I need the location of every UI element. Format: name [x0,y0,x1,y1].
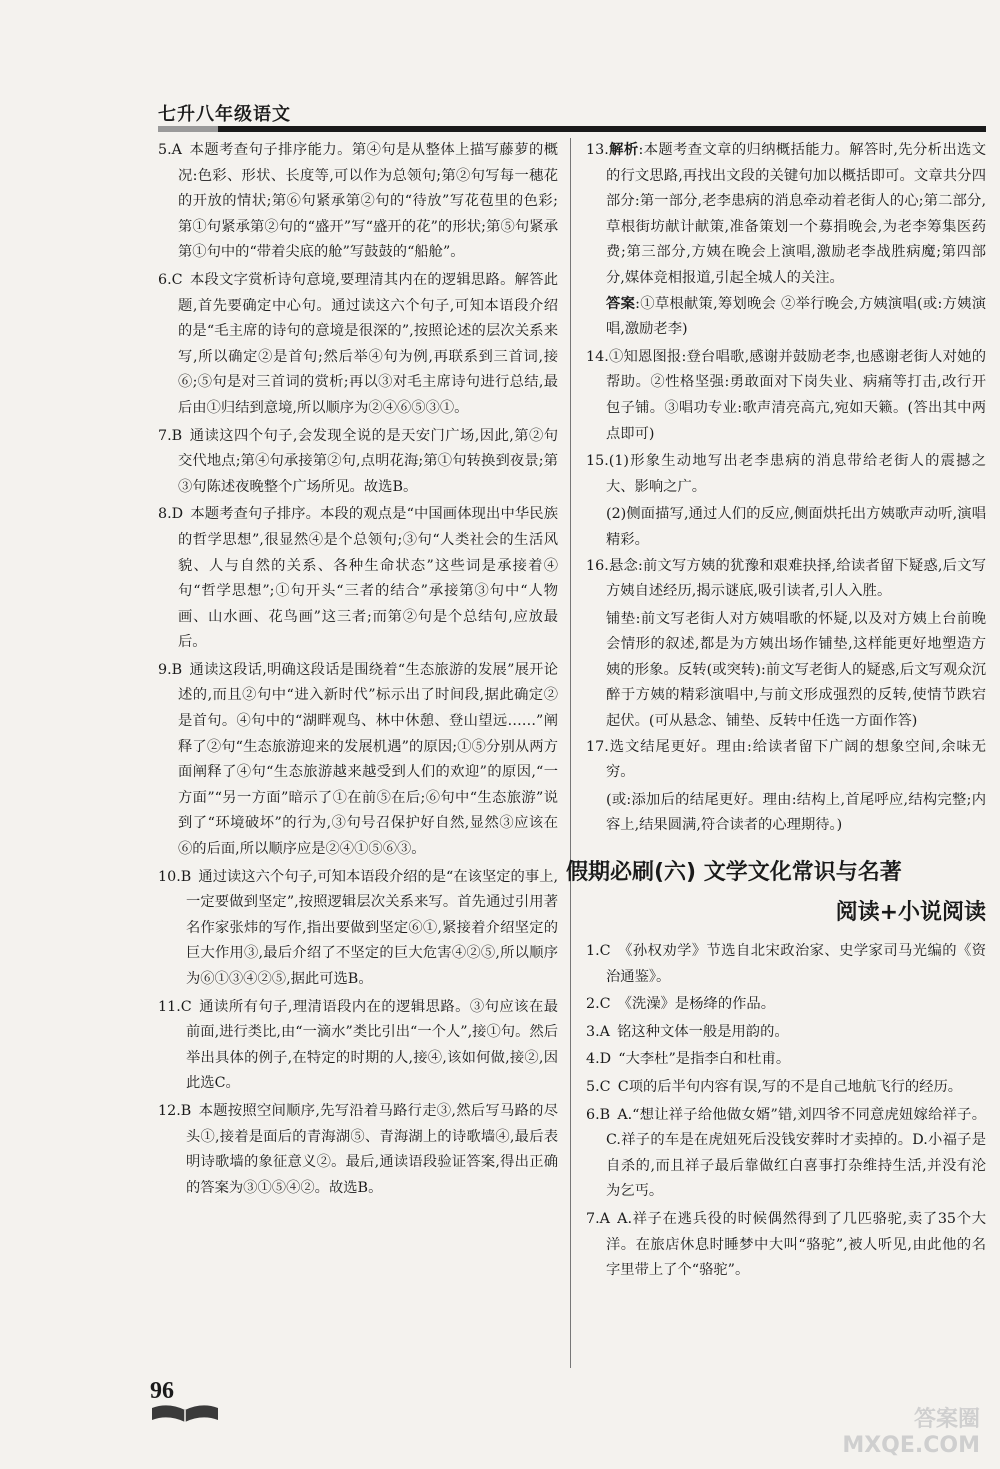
header-rule [158,126,986,132]
left-item [158,268,558,422]
left-item [158,502,558,656]
item-line: 铺垫:前文写老街人对方姨唱歌的怀疑,以及对方姨上台前晚会情形的叙述,都是为方姨出场作铺垫,这样能更好地塑造方姨的形象。反转(或突转):前文写老街人的疑惑,后文写观众沉醉于方姨的精彩演唱中,与前文形成强烈的反转,使情节跌宕起伏。(可从悬念、铺垫、反转中任选一方面作答) [606,610,986,730]
book-title: 七升八年级语文 [158,104,291,125]
answer-item-17 [586,735,986,786]
item-text: A.祥子在逃兵役的时候偶然得到了几匹骆驼,卖了35个大洋。在旅店休息时睡梦中大叫“骆驼”,被人听见,由此他的名字里带上了个“骆驼”。 [606,1210,986,1279]
item-text: 铭这种文体一般是用韵的。 [617,1023,789,1040]
analysis-text: :本题考查文章的归纳概括能力。解答时,先分析出选文的行文思路,再找出文段的关键句加以概括即可。文章共分四部分:第一部分,老李患病的消息牵动着老街人的心;第二部分,草根街坊献计献策,准备策划一个募捐晚会,为老李筹集医药费;第三部分,方姨在晚会上演唱,激励老李战胜病魔;第四部分,媒体竞相报道,引起全城人的关注。 [606,142,987,286]
answer-item-13 [586,138,986,343]
right-item [586,992,986,1018]
item-number: 11.C [158,998,192,1015]
item-text: 通读这四个句子,会发现全说的是天安门广场,因此,第②句交代地点;第④句承接第②句,点明花海;第①句转换到夜景;第③句陈述夜晚整个广场所见。故选B。 [178,427,558,495]
right-item [586,1103,986,1205]
item-number: 16. [586,557,609,574]
answer-item-16 [586,554,986,605]
item-number: 13. [586,142,609,158]
item-text: 通读所有句子,理清语段内在的逻辑思路。③句应该在最前面,进行类比,由“一滴水”类比引出“一个人”,接①句。然后举出具体的例子,在特定的时期的人,接④,该如何做,接②,因此选C。 [186,998,558,1092]
section-title-continued: 阅读+小说阅读 [835,900,986,926]
item-line: 悬念:前文写方姨的犹豫和艰难抉择,给读者留下疑惑,后文写方姨自述经历,揭示谜底,吸引读者,引人入胜。 [606,557,986,600]
section-title: 假期必刷(六) 文学文化常识与名著 [566,860,902,886]
left-item [158,865,558,993]
item-number: 2.C [586,996,611,1013]
item-number: 15. [586,453,609,470]
watermark-text: 答案圈 [913,1407,980,1432]
item-number: 4.D [586,1051,612,1068]
right-column [566,138,987,1286]
item-number: 1.C [586,943,611,960]
item-number: 3.A [586,1023,610,1040]
analysis-label: 解析 [608,142,639,158]
item-number: 5.C [586,1079,611,1095]
right-item [586,1207,986,1284]
item-text: 《洗澡》是杨绛的作品。 [617,996,776,1013]
item-number: 5.A [158,142,182,158]
section-answer-list [586,939,986,1284]
item-line: (1)形象生动地写出老李患病的消息带给老街人的震撼之大、影响之广。 [606,453,986,495]
item-number: 7.A [586,1210,610,1227]
watermark [842,1407,980,1459]
item-text: A.“想让祥子给他做女婿”错,刘四爷不同意虎妞嫁给祥子。C.祥子的车是在虎妞死后没钱安葬时才卖掉的。D.小福子是自杀的,而且祥子最后靠做红白喜事打杂维持生活,并没有沦为乞丐。 [606,1106,986,1200]
watermark-url: MXQE.COM [842,1433,980,1458]
left-item [158,424,558,501]
column-divider [570,138,571,1368]
item-text: C项的后半句内容有误,写的不是自己地航飞行的经历。 [617,1079,963,1095]
item-number: 12.B [158,1102,192,1119]
item-text: 本题考查句子排序。本段的观点是“中国画体现出中华民族的哲学思想”,很显然④是个总领句;③句“人类社会的生活风貌、人与自然的关系、各种生命状态”这些词是承接着④句“哲学思想”;①句开头“三者的结合”承接第③句中“人物画、山水画、花鸟画”这三者;而第②句是个总结句,应放最后。 [178,506,558,651]
item-number: 7.B [158,427,183,444]
item-line: 选文结尾更好。理由:给读者留下广阔的想象空间,余味无穷。 [606,738,986,781]
left-column [158,138,558,1203]
item-text: 通过读这六个句子,可知本语段介绍的是“在该坚定的事上,一定要做到坚定”,按照逻辑层次关系来写。首先通过引用著名作家张炜的写作,指出要做到坚定⑥①,紧接着介绍坚定的巨大作用③,最后介绍了不坚定的巨大危害④②⑤,所以顺序为⑥①③④②⑤,据此可选B。 [186,868,558,987]
item-line: (2)侧面描写,通过人们的反应,侧面烘托出方姨歌声动听,演唱精彩。 [606,506,986,548]
answer-label: 答案 [606,295,636,312]
item-number: 8.D [158,506,184,523]
item-text: “大李杜”是指李白和杜甫。 [618,1051,791,1068]
item-number: 9.B [158,661,183,678]
item-number: 6.C [158,271,183,288]
right-item [586,1020,986,1046]
right-item [586,1047,986,1073]
item-number: 14. [586,348,609,365]
book-icon [150,1402,220,1424]
item-text: 本题按照空间顺序,先写沿着马路行走③,然后写马路的尽头①,接着是面后的青海湖⑤、青海湖上的诗歌墙④,最后表明诗歌墙的象征意义②。最后,通读语段验证答案,得出正确的答案为③①⑤④②。故选B。 [186,1102,558,1196]
answer-item-15 [586,449,986,500]
left-item [158,138,558,266]
left-item [158,1099,558,1201]
item-text: 本题考查句子排序能力。第④句是从整体上描写藤萝的概况:色彩、形状、长度等,可以作为总领句;第②句写每一穗花的开放的情状;第⑥句紧承第②句的“待放”写花苞里的色彩;第①句紧承第②句的“盛开”写“盛开的花”的形状;第⑤句紧承第①句中的“带着尖底的舱”写鼓鼓的“船舱”。 [178,142,558,261]
item-text: ①知恩图报:登台唱歌,感谢并鼓励老李,也感谢老街人对她的帮助。②性格坚强:勇敢面对下岗失业、病痛等打击,改行开包子铺。③唱功专业:歌声清亮高亢,宛如天籁。(答出其中两点即可) [606,348,986,442]
item-number: 10.B [158,868,192,885]
right-item [586,1075,986,1101]
right-item [586,939,986,990]
page-header [158,100,291,126]
item-number: 6.B [586,1106,611,1123]
item-number: 17. [586,738,609,755]
left-item [158,658,558,863]
item-text: 《孙权劝学》节选自北宋政治家、史学家司马光编的《资治通鉴》。 [606,943,986,985]
item-text: 通读这段话,明确这段话是围绕着“生态旅游的发展”展开论述的,而且②句中“进入新时代”标示出了时间段,据此确定②是首句。④句中的“湖畔观鸟、林中休憩、登山望远……”阐释了②句“生态旅游迎来的发展机遇”的原因;①⑤分别从两方面阐释了④句“生态旅游越来越受到人们的欢迎”的原因,“一方面”“另一方面”暗示了①在前⑤在后;⑥句中“生态旅游”说到了“环境破坏”的行为,③句号召保护好自然,显然③应该在⑥的后面,所以顺序应是②④①⑤⑥③。 [178,661,559,858]
answer-item-14 [586,345,986,447]
item-text: 本段文字赏析诗句意境,要理清其内在的逻辑思路。解答此题,首先要确定中心句。通过读这六个句子,可知本语段介绍的是“毛主席的诗句的意境是很深的”,按照论述的层次关系来写,所以确定②是首句;然后举④句为例,再联系到三首词,接⑥;⑤句是对三首词的赏析;再以③对毛主席诗句进行总结,最后由①归结到意境,所以顺序为②④⑥⑤③①。 [178,271,558,416]
item-line: (或:添加后的结尾更好。理由:结构上,首尾呼应,结构完整;内容上,结果圆满,符合读者的心理期待。) [606,791,986,834]
answer-text: :①草根献策,筹划晚会 ②举行晚会,方姨演唱(或:方姨演唱,激励老李) [606,295,987,338]
left-item [158,995,558,1097]
page-number: 96 [150,1378,174,1404]
